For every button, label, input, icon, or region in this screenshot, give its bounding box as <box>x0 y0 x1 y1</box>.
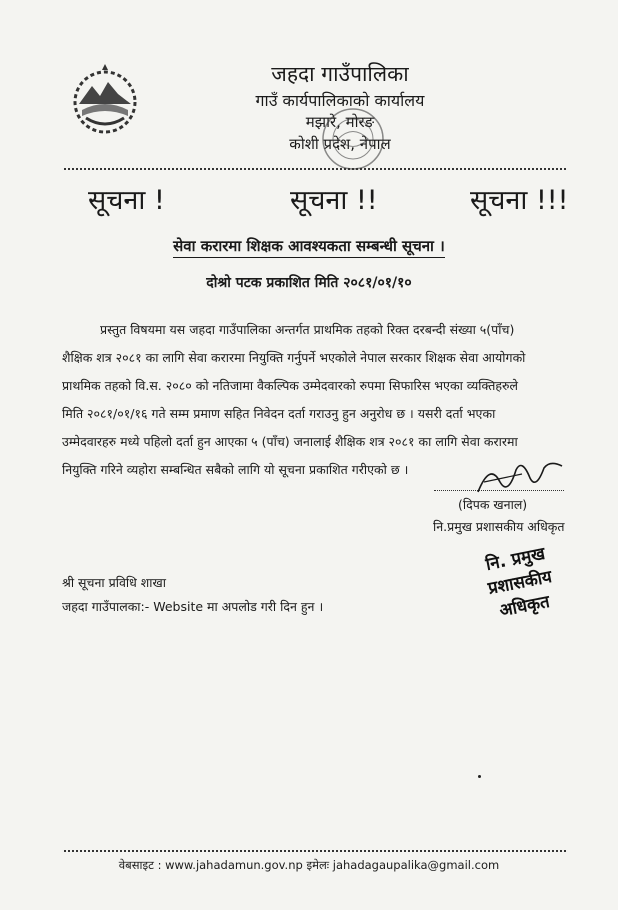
office-seal-icon <box>318 104 388 174</box>
office-province: कोशी प्रदेश, नेपाल <box>289 135 391 153</box>
notice-subject <box>0 236 618 256</box>
body-line: उम्मेदवारहरु मध्ये पहिलो दर्ता हुन आएका ५ (पाँच) जनालाई शैक्षिक शत्र २०८१ का लागि सेवा करारमा <box>62 434 518 449</box>
notice-heading-1: सूचना ! <box>88 185 165 216</box>
signatory-name: (दिपक खनाल) <box>458 497 528 512</box>
notice-heading-2: सूचना !! <box>290 185 378 216</box>
body-line: मिति २०८१/०१/१६ गते सम्म प्रमाण सहित निवेदन दर्ता गराउनु हुन अनुरोध छ । यसरी दर्ता भएका <box>62 406 496 421</box>
office-name: गाउँ कार्यपालिकाको कार्यालय <box>255 91 425 110</box>
body-line: नियुक्ति गरिने व्यहोरा सम्बन्धित सबैको लागि यो सूचना प्रकाशित गरीएको छ । <box>62 462 409 477</box>
handwritten-signature <box>470 452 570 502</box>
stray-mark <box>478 775 481 778</box>
footer-contact: वेबसाइट : www.jahadamun.gov.np इमेलः jahadagaupalika@gmail.com <box>118 858 500 872</box>
publication-date: दोश्रो पटक प्रकाशित मिति २०८१/०१/१० <box>206 275 412 291</box>
body-line: शैक्षिक शत्र २०८१ का लागि सेवा करारमा नियुक्ति गर्नुपर्ने भएकोले नेपाल सरकार शिक्षक सेवा आयोगको <box>62 350 526 365</box>
recipient-line-1: श्री सूचना प्रविधि शाखा <box>62 575 166 590</box>
notice-heading-3: सूचना !!! <box>470 185 569 216</box>
notice-subject-text: सेवा करारमा शिक्षक आवश्यकता सम्बन्धी सूचना । <box>173 237 445 258</box>
nepal-government-emblem-icon <box>62 60 148 140</box>
recipient-line-2: जहदा गाउँपालका:- Website मा अपलोड गरी दिन हुन । <box>62 599 324 614</box>
signatory-designation: नि.प्रमुख प्रशासकीय अधिकृत <box>433 519 565 534</box>
signature-line <box>434 490 564 491</box>
header-divider <box>64 168 566 170</box>
municipality-name: जहदा गाउँपालिका <box>271 62 409 86</box>
footer-divider <box>64 850 566 852</box>
body-line: प्राथमिक तहको वि.स. २०८० को नतिजामा वैकल्पिक उम्मेदवारको रुपमा सिफारिस भएका व्यक्तिहरुले <box>62 378 518 393</box>
office-location: मझारे, मोरङ <box>305 113 375 131</box>
body-line: प्रस्तुत विषयमा यस जहदा गाउँपालिका अन्तर्गत प्राथमिक तहको रिक्त दरबन्दी संख्या ५(पाँच) <box>100 322 515 337</box>
designation-stamp: नि. प्रमुख प्रशासकीय अधिकृत <box>484 543 554 622</box>
